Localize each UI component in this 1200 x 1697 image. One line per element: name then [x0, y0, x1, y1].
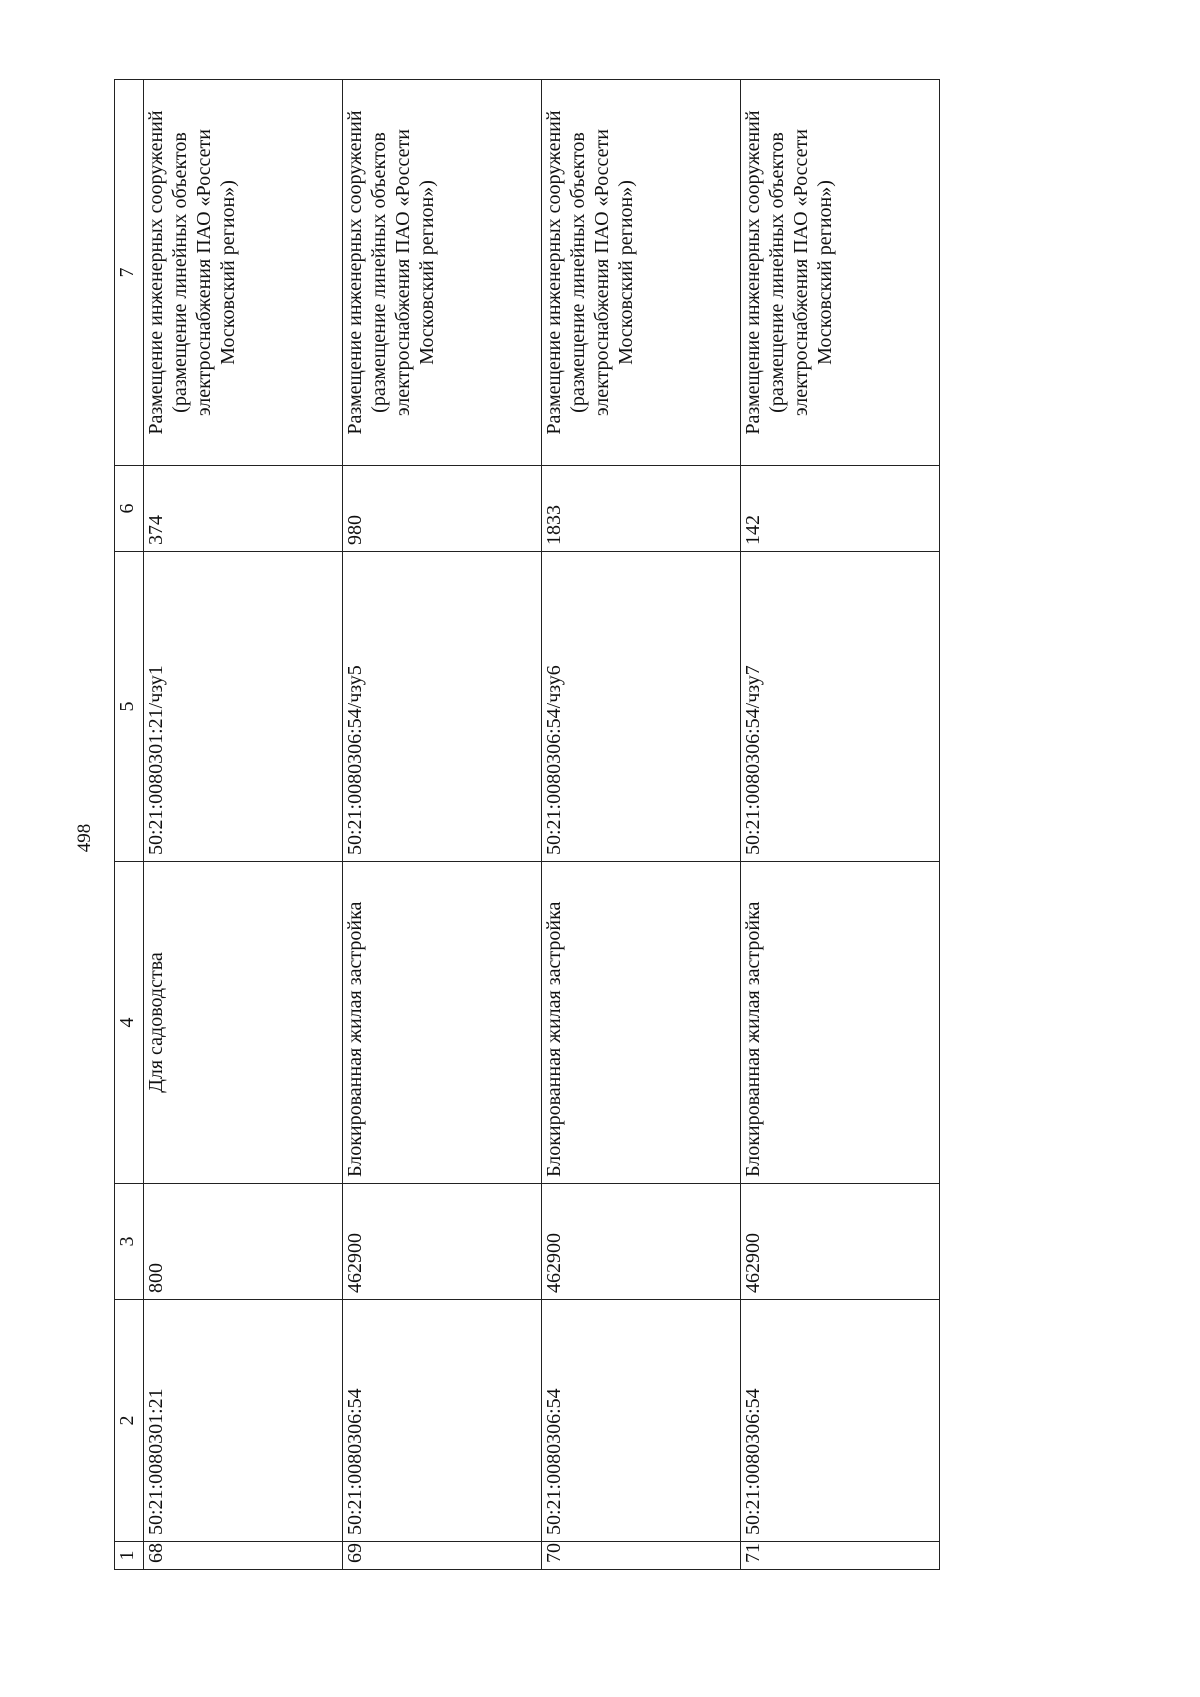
part-area: 374: [144, 466, 343, 552]
row-number: 71: [741, 1542, 940, 1570]
header-col-4: 4: [115, 862, 144, 1184]
part-area: 1833: [542, 466, 741, 552]
table-row: [542, 80, 741, 1570]
row-number: 70: [542, 1542, 741, 1570]
header-col-2: 2: [115, 1300, 144, 1542]
cadastral-number: 50:21:0080306:54: [542, 1300, 741, 1542]
row-number: 68: [144, 1542, 343, 1570]
part-area: 980: [343, 466, 542, 552]
plot-area: 462900: [542, 1184, 741, 1300]
table-row: [343, 80, 542, 1570]
header-col-5: 5: [115, 552, 144, 862]
cadastral-number: 50:21:0080301:21: [144, 1300, 343, 1542]
purpose: Размещение инженерных сооружений (размещение линейных объектов электроснабжения ПАО «Россети Московский регион»): [741, 80, 940, 466]
land-plots-table: [114, 79, 940, 1570]
row-number: 69: [343, 1542, 542, 1570]
header-col-1: 1: [115, 1542, 144, 1570]
part-number: 50:21:0080306:54/чзу7: [741, 552, 940, 862]
permitted-use: Для садоводства: [144, 862, 343, 1184]
header-col-6: 6: [115, 466, 144, 552]
part-number: 50:21:0080301:21/чзу1: [144, 552, 343, 862]
table-row: [741, 80, 940, 1570]
plot-area: 462900: [343, 1184, 542, 1300]
header-col-3: 3: [115, 1184, 144, 1300]
rotated-table-container: [114, 80, 1041, 1570]
part-number: 50:21:0080306:54/чзу5: [343, 552, 542, 862]
cadastral-number: 50:21:0080306:54: [741, 1300, 940, 1542]
header-col-7: 7: [115, 80, 144, 466]
part-number: 50:21:0080306:54/чзу6: [542, 552, 741, 862]
part-area: 142: [741, 466, 940, 552]
page-number: 498: [74, 823, 95, 853]
permitted-use: Блокированная жилая застройка: [741, 862, 940, 1184]
plot-area: 800: [144, 1184, 343, 1300]
purpose: Размещение инженерных сооружений (размещение линейных объектов электроснабжения ПАО «Россети Московский регион»): [144, 80, 343, 466]
permitted-use: Блокированная жилая застройка: [542, 862, 741, 1184]
table-row: [144, 80, 343, 1570]
purpose: Размещение инженерных сооружений (размещение линейных объектов электроснабжения ПАО «Россети Московский регион»): [343, 80, 542, 466]
permitted-use: Блокированная жилая застройка: [343, 862, 542, 1184]
cadastral-number: 50:21:0080306:54: [343, 1300, 542, 1542]
header-row: [115, 80, 144, 1570]
purpose: Размещение инженерных сооружений (размещение линейных объектов электроснабжения ПАО «Россети Московский регион»): [542, 80, 741, 466]
plot-area: 462900: [741, 1184, 940, 1300]
